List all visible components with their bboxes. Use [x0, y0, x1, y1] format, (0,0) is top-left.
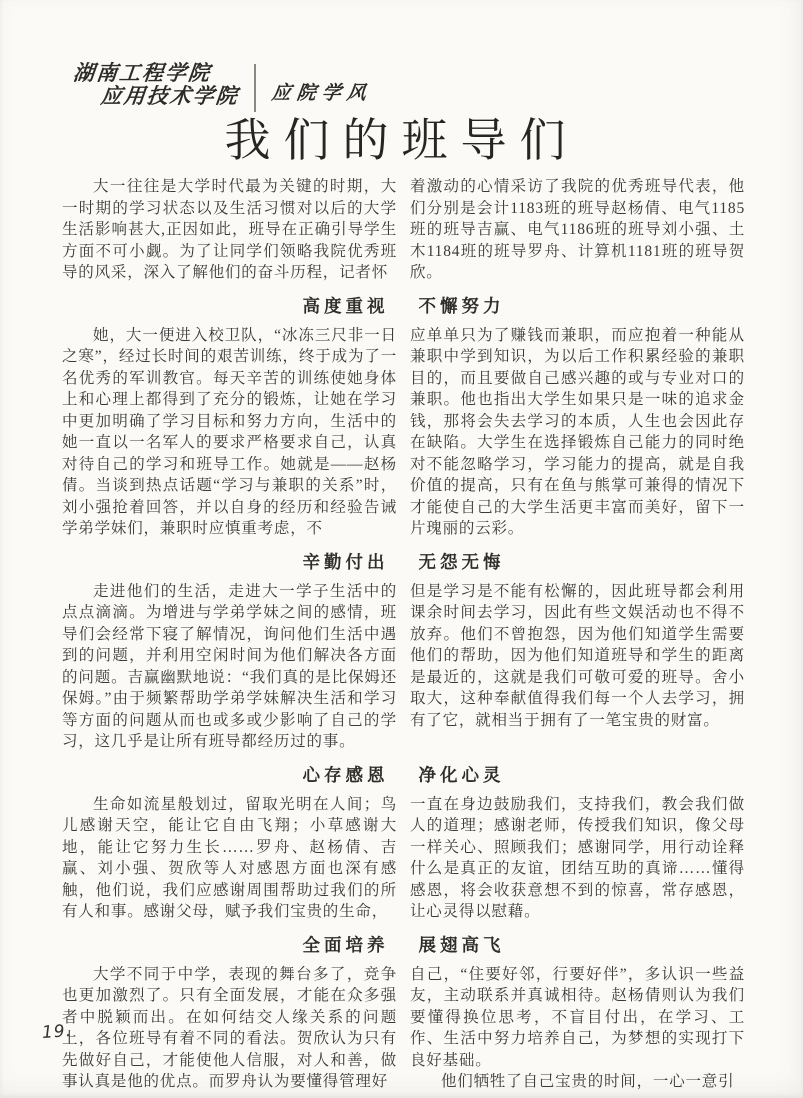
section4-right-paragraph-1: 自己，“住要好邻，行要好伴”，多认识一些益友，主动联系并真诚相待。赵杨倩则认为我们要懂得换位思考，不盲目付出，在学习、工作、生活中努力培养自己，为梦想的实现打下良好基础。 — [410, 965, 745, 1069]
section-band-3 — [62, 794, 745, 923]
section-heading-3 — [62, 762, 745, 787]
section4-right-paragraph-2: 他们牺牲了自己宝贵的时间，一心一意引 — [441, 1073, 735, 1090]
column-tag: 应院学风 — [270, 83, 374, 104]
section-band-4 — [62, 964, 745, 1093]
heading-left: 高度重视 — [302, 295, 389, 316]
section-heading-4 — [62, 932, 745, 957]
section3-right-column: 一直在身边鼓励我们，支持我们，教会我们做人的道理；感谢老师，传授我们知识，像父母一样关心、照顾我们；感谢同学，用行动诠释什么是真正的友谊，团结互助的真谛……懂得感恩，将会收获意想不到的惊喜，常存感恩，让心灵得以慰藉。 — [410, 795, 745, 920]
section4-right-column — [410, 964, 745, 1093]
section-band-1 — [62, 325, 745, 540]
section-heading-1 — [62, 293, 745, 318]
heading-right: 无怨无悔 — [418, 551, 505, 572]
section2-left-column: 走进他们的生活，走进大一学子生活中的点点滴滴。为增进与学弟学妹之间的感情，班导们会经常下寝了解情况，询问他们生活中遇到的问题，并利用空闲时间为他们解决各方面的问题。吉赢幽默地说：“我们真的是比保姆还保姆。”由于频繁帮助学弟学妹解决生活和学习等方面的问题从而也或多或少影响了自己的学习，这几乎是让所有班导都经历过的事。 — [62, 582, 397, 750]
heading-left: 全面培养 — [302, 934, 389, 955]
heading-left: 心存感恩 — [302, 764, 389, 785]
article-title: 我们的班导们 — [224, 115, 579, 166]
college-logo — [70, 62, 243, 107]
section-band-2 — [62, 581, 745, 753]
heading-left: 辛勤付出 — [302, 551, 389, 572]
intro-left-column: 大一往往是大学时代最为关键的时期，大一时期的学习状态以及生活习惯对以后的大学生活影响甚大,正因如此，班导在正确引导学生方面不可小觑。为了让同学们领略我院优秀班导的风采，深入了解他们的奋斗历程，记者怀 — [62, 178, 397, 281]
section3-left-column: 生命如流星般划过，留取光明在人间；鸟儿感谢天空，能让它自由飞翔；小草感谢大地，能让它努力生长……罗舟、赵杨倩、吉赢、刘小强、贺欣等人对感恩方面也深有感触，他们说，我们应感谢周围帮助过我们的所有人和事。感谢父母，赋予我们宝贵的生命， — [62, 795, 397, 920]
intro-band — [62, 176, 745, 284]
page-number: 19. — [41, 1020, 73, 1044]
section4-left-column: 大学不同于中学，表现的舞台多了，竞争也更加激烈了。只有全面发展，才能在众多强者中脱颖而出。在如何结交人缘关系的问题上，各位班导有着不同的看法。贺欣认为只有先做好自己，才能使他人信服，对人和善，做事认真是他的优点。而罗舟认为要懂得管理好 — [62, 965, 397, 1090]
heading-right: 展翅高飞 — [418, 934, 505, 955]
logo-line1: 湖南工程学院 — [71, 61, 213, 85]
section1-right-column: 应单单只为了赚钱而兼职，而应抱着一种能从兼职中学到知识，为以后工作积累经验的兼职目的，而且要做自己感兴趣的或与专业对口的兼职。他也指出大学生如果只是一味的追求金钱，那将会失去学习的本质，人生也会因此存在缺陷。大学生在选择锻炼自己能力的同时绝对不能忽略学习，学习能力的提高，就是自我价值的提高，只有在鱼与熊掌可兼得的情况下才能使自己的大学生活更丰富而美好，留下一片瑰丽的云彩。 — [410, 326, 745, 537]
heading-right: 不懈努力 — [418, 295, 505, 316]
article-body — [62, 176, 745, 1093]
section1-left-column: 她，大一便进入校卫队，“冰冻三尺非一日之寒”，经过长时间的艰苦训练，终于成为了一名优秀的军训教官。每天辛苦的训练使她身体上和心理上都得到了充分的锻炼，让她在学习中更加明确了学习目标和努力方向，生活中的她一直以一名军人的要求严格要求自己，认真对待自己的学习和班导工作。她就是——赵杨倩。当谈到热点话题“学习与兼职的关系”时，刘小强抢着回答，并以自身的经历和经验告诫学弟学妹们，兼职时应慎重考虑，不 — [62, 326, 397, 537]
section-heading-2 — [62, 549, 745, 574]
logo-line2: 应用技术学院 — [99, 83, 241, 108]
intro-right-column: 着激动的心情采访了我院的优秀班导代表，他们分别是会计1183班的班导赵杨倩、电气1185班的班导吉赢、电气1186班的班导刘小强、土木1184班的班导罗舟、计算机1181班的班导贺欣。 — [410, 178, 745, 281]
section2-right-column: 但是学习是不能有松懈的，因此班导都会利用课余时间去学习，因此有些文娱活动也不得不放弃。他们不曾抱怨，因为他们知道学生需要他们的帮助，因为他们知道班导和学生的距离是最近的，这就是我们可敬可爱的班导。舍小取大，这种奉献值得我们每一个人去学习，拥有了它，就相当于拥有了一笔宝贵的财富。 — [410, 582, 745, 729]
heading-right: 净化心灵 — [418, 764, 505, 785]
